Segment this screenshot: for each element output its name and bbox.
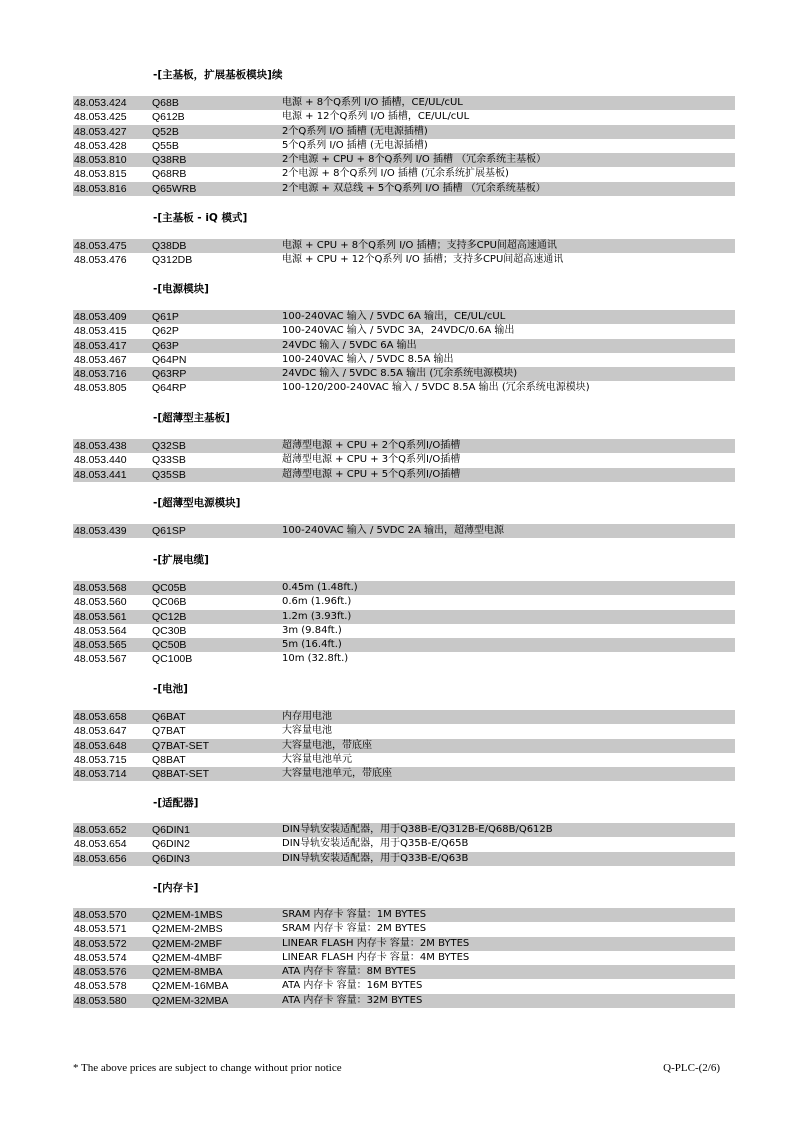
model-number: Q52B: [152, 125, 179, 138]
section-table: [73, 908, 735, 1008]
table-row: [73, 239, 735, 253]
table-row: [73, 381, 735, 395]
table-row: [73, 468, 735, 482]
part-code: 48.053.475: [74, 240, 127, 252]
part-code: 48.053.571: [74, 923, 127, 936]
model-number: Q33SB: [152, 454, 186, 467]
table-row: [73, 595, 735, 609]
section-heading: -[扩展电缆]: [153, 554, 209, 566]
description: 大容量电池单元，带底座: [282, 768, 392, 779]
description: 超薄型电源 + CPU + 2个Q系列I/O插槽: [282, 440, 461, 451]
description: SRAM 内存卡 容量：2M BYTES: [282, 923, 427, 935]
section-heading: -[主基板 - iQ 模式]: [153, 212, 248, 224]
description: 5个Q系列 I/O 插槽 (无电源插槽): [282, 139, 428, 151]
model-number: Q612B: [152, 111, 185, 124]
table-row: [73, 581, 735, 595]
description: 内存用电池: [282, 711, 332, 722]
section-heading: -[主基板，扩展基板模块]续: [153, 69, 283, 81]
model-number: Q6BAT: [152, 711, 186, 723]
table-row: [73, 110, 735, 124]
model-number: Q68B: [152, 97, 179, 109]
table-row: [73, 823, 735, 837]
description: 24VDC 输入 / 5VDC 6A 输出: [282, 339, 417, 351]
model-number: Q2MEM-2MBF: [152, 937, 223, 950]
model-number: Q2MEM-1MBS: [152, 909, 223, 921]
table-row: [73, 852, 735, 866]
part-code: 48.053.561: [74, 610, 127, 623]
part-code: 48.053.647: [74, 725, 127, 738]
model-number: Q63RP: [152, 368, 187, 380]
model-number: Q7BAT-SET: [152, 739, 209, 752]
description: ATA 内存卡 容量：8M BYTES: [282, 966, 416, 977]
part-code: 48.053.439: [74, 525, 127, 537]
model-number: Q8BAT: [152, 753, 186, 766]
part-code: 48.053.417: [74, 339, 127, 352]
part-code: 48.053.560: [74, 596, 127, 609]
part-code: 48.053.424: [74, 97, 127, 109]
table-row: [73, 353, 735, 367]
description: 大容量电池: [282, 725, 332, 737]
part-code: 48.053.570: [74, 909, 127, 921]
part-code: 48.053.574: [74, 951, 127, 964]
part-code: 48.053.467: [74, 353, 127, 366]
model-number: QC30B: [152, 624, 187, 637]
part-code: 48.053.409: [74, 311, 127, 323]
model-number: Q62P: [152, 325, 179, 338]
table-row: [73, 153, 735, 167]
model-number: Q61P: [152, 311, 179, 323]
model-number: Q61SP: [152, 525, 186, 537]
description: 超薄型电源 + CPU + 3个Q系列I/O插槽: [282, 454, 461, 466]
model-number: Q64PN: [152, 353, 187, 366]
description: 0.45m (1.48ft.): [282, 582, 358, 593]
table-row: [73, 524, 735, 538]
description: 100-240VAC 输入 / 5VDC 6A 输出，CE/UL/cUL: [282, 311, 506, 322]
part-code: 48.053.810: [74, 154, 127, 166]
part-code: 48.053.568: [74, 582, 127, 594]
table-row: [73, 624, 735, 638]
part-code: 48.053.428: [74, 139, 127, 152]
description: 电源 + 12个Q系列 I/O 插槽，CE/UL/cUL: [282, 111, 470, 123]
part-code: 48.053.658: [74, 711, 127, 723]
model-number: QC06B: [152, 596, 187, 609]
table-row: [73, 965, 735, 979]
table-row: [73, 739, 735, 753]
part-code: 48.053.564: [74, 624, 127, 637]
description: 100-120/200-240VAC 输入 / 5VDC 8.5A 输出 (冗余系统电源模块): [282, 382, 590, 394]
table-row: [73, 96, 735, 110]
section-table: [73, 524, 735, 538]
table-row: [73, 339, 735, 353]
model-number: Q6DIN1: [152, 824, 190, 836]
part-code: 48.053.654: [74, 838, 127, 851]
table-row: [73, 652, 735, 666]
part-code: 48.053.805: [74, 382, 127, 395]
model-number: Q63P: [152, 339, 179, 352]
section-heading: -[超薄型电源模块]: [153, 497, 241, 509]
table-row: [73, 610, 735, 624]
section-heading: -[电源模块]: [153, 283, 209, 295]
description: 2个Q系列 I/O 插槽 (无电源插槽): [282, 125, 428, 137]
model-number: Q68RB: [152, 168, 187, 181]
part-code: 48.053.656: [74, 852, 127, 865]
model-number: Q2MEM-32MBA: [152, 994, 229, 1007]
description: SRAM 内存卡 容量：1M BYTES: [282, 909, 427, 920]
table-row: [73, 710, 735, 724]
section-table: [73, 439, 735, 482]
table-row: [73, 453, 735, 467]
table-row: [73, 310, 735, 324]
description: 0.6m (1.96ft.): [282, 596, 352, 608]
table-row: [73, 937, 735, 951]
part-code: 48.053.716: [74, 368, 127, 380]
part-code: 48.053.578: [74, 980, 127, 993]
table-row: [73, 951, 735, 965]
part-code: 48.053.440: [74, 454, 127, 467]
description: 3m (9.84ft.): [282, 624, 342, 636]
section-heading: -[适配器]: [153, 797, 199, 809]
table-row: [73, 979, 735, 993]
description: ATA 内存卡 容量：16M BYTES: [282, 980, 423, 992]
table-row: [73, 167, 735, 181]
part-code: 48.053.425: [74, 111, 127, 124]
part-code: 48.053.648: [74, 739, 127, 752]
description: 100-240VAC 输入 / 5VDC 2A 输出，超薄型电源: [282, 525, 504, 536]
part-code: 48.053.415: [74, 325, 127, 338]
footer-note: * The above prices are subject to change without prior notice: [73, 1062, 342, 1074]
section-table: [73, 239, 735, 268]
table-row: [73, 439, 735, 453]
model-number: Q2MEM-16MBA: [152, 980, 229, 993]
model-number: Q2MEM-4MBF: [152, 951, 223, 964]
table-row: [73, 922, 735, 936]
description: 大容量电池单元: [282, 753, 352, 765]
description: 100-240VAC 输入 / 5VDC 8.5A 输出: [282, 353, 454, 365]
model-number: Q32SB: [152, 440, 186, 452]
part-code: 48.053.715: [74, 753, 127, 766]
model-number: QC100B: [152, 653, 193, 666]
table-row: [73, 367, 735, 381]
part-code: 48.053.580: [74, 994, 127, 1007]
page-number: Q-PLC-(2/6): [663, 1062, 720, 1074]
model-number: Q6DIN2: [152, 838, 190, 851]
model-number: Q312DB: [152, 254, 193, 267]
description: LINEAR FLASH 内存卡 容量：4M BYTES: [282, 951, 470, 963]
model-number: QC05B: [152, 582, 187, 594]
description: ATA 内存卡 容量：32M BYTES: [282, 994, 423, 1006]
section-table: [73, 310, 735, 396]
section-table: [73, 823, 735, 866]
table-row: [73, 908, 735, 922]
part-code: 48.053.652: [74, 824, 127, 836]
description: DIN导轨安装适配器，用于Q35B-E/Q65B: [282, 838, 469, 850]
description: 电源 + 8个Q系列 I/O 插槽，CE/UL/cUL: [282, 97, 463, 108]
model-number: Q2MEM-8MBA: [152, 966, 223, 978]
part-code: 48.053.815: [74, 168, 127, 181]
model-number: QC12B: [152, 610, 187, 623]
section-table: [73, 96, 735, 196]
table-row: [73, 182, 735, 196]
description: 100-240VAC 输入 / 5VDC 3A，24VDC/0.6A 输出: [282, 325, 515, 337]
model-number: Q6DIN3: [152, 852, 190, 865]
section-heading: -[超薄型主基板]: [153, 412, 230, 424]
section-heading: -[电池]: [153, 683, 188, 695]
part-code: 48.053.572: [74, 937, 127, 950]
part-code: 48.053.565: [74, 639, 127, 651]
description: 电源 + CPU + 8个Q系列 I/O 插槽；支持多CPU间超高速通讯: [282, 240, 557, 251]
table-row: [73, 638, 735, 652]
description: 超薄型电源 + CPU + 5个Q系列I/O插槽: [282, 468, 461, 480]
model-number: Q7BAT: [152, 725, 186, 738]
table-row: [73, 837, 735, 851]
description: 10m (32.8ft.): [282, 653, 349, 665]
table-row: [73, 125, 735, 139]
part-code: 48.053.441: [74, 468, 127, 481]
model-number: Q2MEM-2MBS: [152, 923, 223, 936]
description: DIN导轨安装适配器，用于Q38B-E/Q312B-E/Q68B/Q612B: [282, 824, 553, 835]
model-number: Q65WRB: [152, 182, 197, 195]
description: 2个电源 + 双总线 + 5个Q系列 I/O 插槽 （冗余系统基板）: [282, 182, 546, 194]
part-code: 48.053.476: [74, 254, 127, 267]
description: 2个电源 + CPU + 8个Q系列 I/O 插槽 （冗余系统主基板）: [282, 154, 547, 165]
table-row: [73, 994, 735, 1008]
table-row: [73, 139, 735, 153]
description: 电源 + CPU + 12个Q系列 I/O 插槽；支持多CPU间超高速通讯: [282, 254, 564, 266]
section-table: [73, 581, 735, 667]
part-code: 48.053.816: [74, 182, 127, 195]
section-heading: -[内存卡]: [153, 882, 199, 894]
table-row: [73, 767, 735, 781]
description: 2个电源 + 8个Q系列 I/O 插槽 (冗余系统扩展基板): [282, 168, 509, 180]
part-code: 48.053.438: [74, 440, 127, 452]
model-number: QC50B: [152, 639, 187, 651]
description: DIN导轨安装适配器，用于Q33B-E/Q63B: [282, 852, 469, 864]
part-code: 48.053.714: [74, 768, 127, 780]
table-row: [73, 753, 735, 767]
model-number: Q55B: [152, 139, 179, 152]
description: 1.2m (3.93ft.): [282, 610, 352, 622]
model-number: Q38DB: [152, 240, 187, 252]
part-code: 48.053.427: [74, 125, 127, 138]
table-row: [73, 324, 735, 338]
description: 大容量电池，带底座: [282, 739, 372, 751]
model-number: Q8BAT-SET: [152, 768, 209, 780]
description: 5m (16.4ft.): [282, 639, 342, 650]
part-code: 48.053.576: [74, 966, 127, 978]
model-number: Q35SB: [152, 468, 186, 481]
model-number: Q38RB: [152, 154, 187, 166]
description: 24VDC 输入 / 5VDC 8.5A 输出 (冗余系统电源模块): [282, 368, 518, 379]
section-table: [73, 710, 735, 781]
table-row: [73, 253, 735, 267]
description: LINEAR FLASH 内存卡 容量：2M BYTES: [282, 937, 470, 949]
model-number: Q64RP: [152, 382, 187, 395]
part-code: 48.053.567: [74, 653, 127, 666]
table-row: [73, 724, 735, 738]
